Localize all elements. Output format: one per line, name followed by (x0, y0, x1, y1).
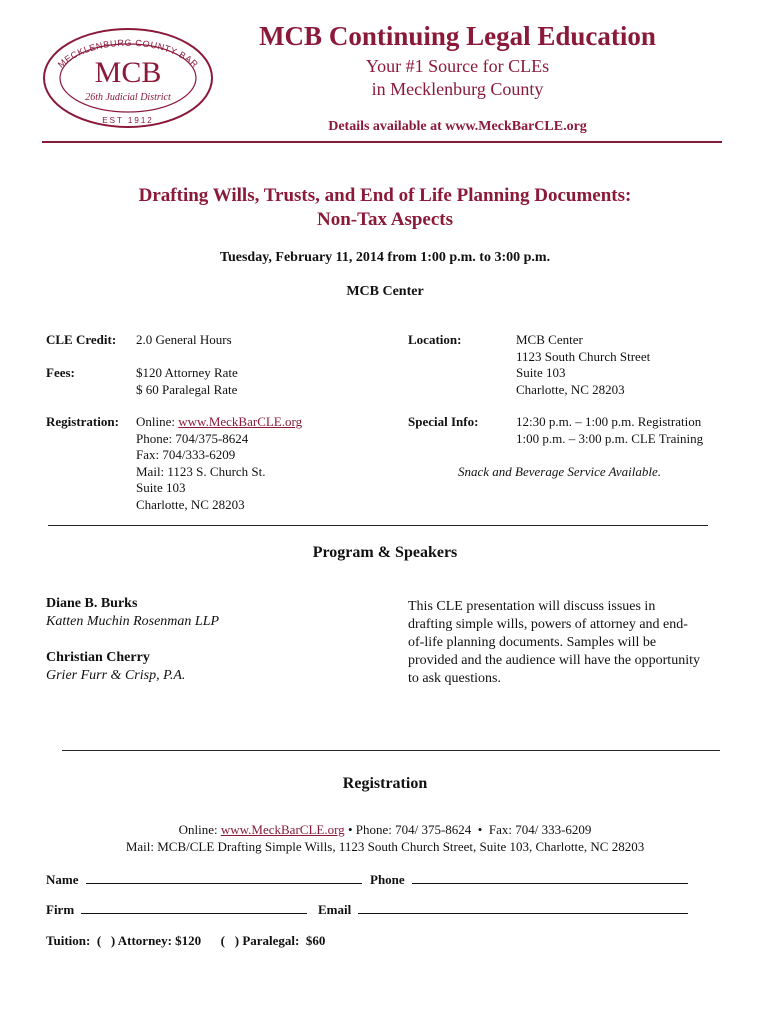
header-subtitle-2: in Mecklenburg County (371, 79, 544, 99)
registration-online (136, 414, 302, 431)
registration-mail: Mail: 1123 S. Church St. (136, 463, 266, 479)
course-venue: MCB Center (346, 284, 424, 299)
registration-contact-rest: • Phone: 704/ 375-8624 • Fax: 704/ 333-6209 (344, 822, 592, 837)
registration-city: Charlotte, NC 28203 (136, 496, 245, 512)
logo-arc-text: MECKLENBURG COUNTY BAR (55, 37, 201, 70)
cle-credit-value: 2.0 General Hours (136, 332, 232, 347)
fees-label: Fees: (46, 365, 75, 380)
header-subtitle-1: Your #1 Source for CLEs (365, 56, 550, 76)
course-title-line-2: Non-Tax Aspects (316, 209, 453, 230)
course-title-line-1: Drafting Wills, Trusts, and End of Life Planning Documents: (138, 185, 632, 206)
registration-contact-link[interactable]: www.MeckBarCLE.org (220, 822, 345, 837)
logo-est: EST 1912 (102, 116, 154, 125)
course-date: Tuesday, February 11, 2014 from 1:00 p.m. to 3:00 p.m. (219, 250, 551, 265)
phone-label: Phone (370, 872, 405, 887)
registration-suite: Suite 103 (136, 480, 186, 495)
location-label (408, 332, 461, 349)
page-title: MCB Continuing Legal Education (259, 21, 656, 51)
speaker-1-name: Diane B. Burks (46, 596, 138, 611)
speaker-1-firm: Katten Muchin Rosenman LLP (46, 614, 220, 629)
registration-heading: Registration (342, 775, 428, 792)
snack-note: Snack and Beverage Service Available. (458, 463, 661, 479)
divider-1 (48, 525, 708, 526)
registration-contact-prefix: Online: (178, 822, 221, 837)
location-line-3: Suite 103 (516, 365, 566, 380)
email-field (318, 901, 688, 919)
firm-field (46, 901, 307, 919)
location-line-2: 1123 South Church Street (516, 348, 651, 364)
program-description-line-3: of-life planning documents. Samples will be (408, 635, 657, 650)
name-input-line[interactable] (86, 871, 362, 884)
program-description-line-1: This CLE presentation will discuss issues in (408, 599, 656, 614)
fees-attorney: $120 Attorney Rate (136, 365, 238, 380)
divider-2 (62, 750, 720, 751)
name-field (46, 871, 362, 889)
program-description-line-4: provided and the audience will have the opportunity (408, 653, 700, 668)
name-label: Name (46, 872, 79, 887)
speaker-2-firm: Grier Furr & Crisp, P.A. (46, 668, 186, 683)
email-input-line[interactable] (358, 901, 688, 914)
special-info-line-1: 12:30 p.m. – 1:00 p.m. Registration (516, 414, 702, 429)
location-label-text: Location: (408, 332, 462, 347)
program-heading: Program & Speakers (312, 544, 458, 561)
registration-online-prefix: Online: (136, 414, 179, 429)
phone-input-line[interactable] (412, 871, 688, 884)
registration-mail-line: Mail: MCB/CLE Drafting Simple Wills, 1123 South Church Street, Suite 103, Charlotte, NC 28203 (125, 839, 645, 854)
special-info-line-2: 1:00 p.m. – 3:00 p.m. CLE Training (516, 430, 704, 446)
phone-field (370, 871, 688, 889)
header-divider (42, 141, 722, 143)
registration-website-link[interactable]: www.MeckBarCLE.org (178, 414, 303, 429)
registration-phone: Phone: 704/375-8624 (136, 430, 249, 446)
registration-label: Registration: (46, 414, 119, 429)
firm-label: Firm (46, 902, 75, 917)
firm-input-line[interactable] (81, 901, 307, 914)
program-description-line-2: drafting simple wills, powers of attorney and end- (408, 617, 688, 632)
registration-contact-line (0, 822, 770, 839)
cle-credit-label: CLE Credit: (46, 332, 117, 347)
speaker-2-name: Christian Cherry (46, 650, 150, 665)
logo-initials: MCB (94, 56, 162, 89)
location-line-4: Charlotte, NC 28203 (516, 381, 625, 397)
program-description-line-5: to ask questions. (408, 671, 501, 686)
logo-script: 26th Judicial District (85, 92, 171, 103)
location-line-1: MCB Center (516, 332, 583, 347)
mcb-seal-graphic (40, 26, 216, 130)
special-info-label: Special Info: (408, 414, 479, 429)
tuition-options[interactable]: Tuition: ( ) Attorney: $120 ( ) Paralegal: $60 (46, 933, 326, 948)
fees-paralegal: $ 60 Paralegal Rate (136, 381, 238, 397)
mcb-logo (40, 26, 216, 130)
registration-fax: Fax: 704/333-6209 (136, 447, 236, 462)
email-label: Email (318, 902, 352, 917)
header-details: Details available at www.MeckBarCLE.org (328, 119, 587, 134)
